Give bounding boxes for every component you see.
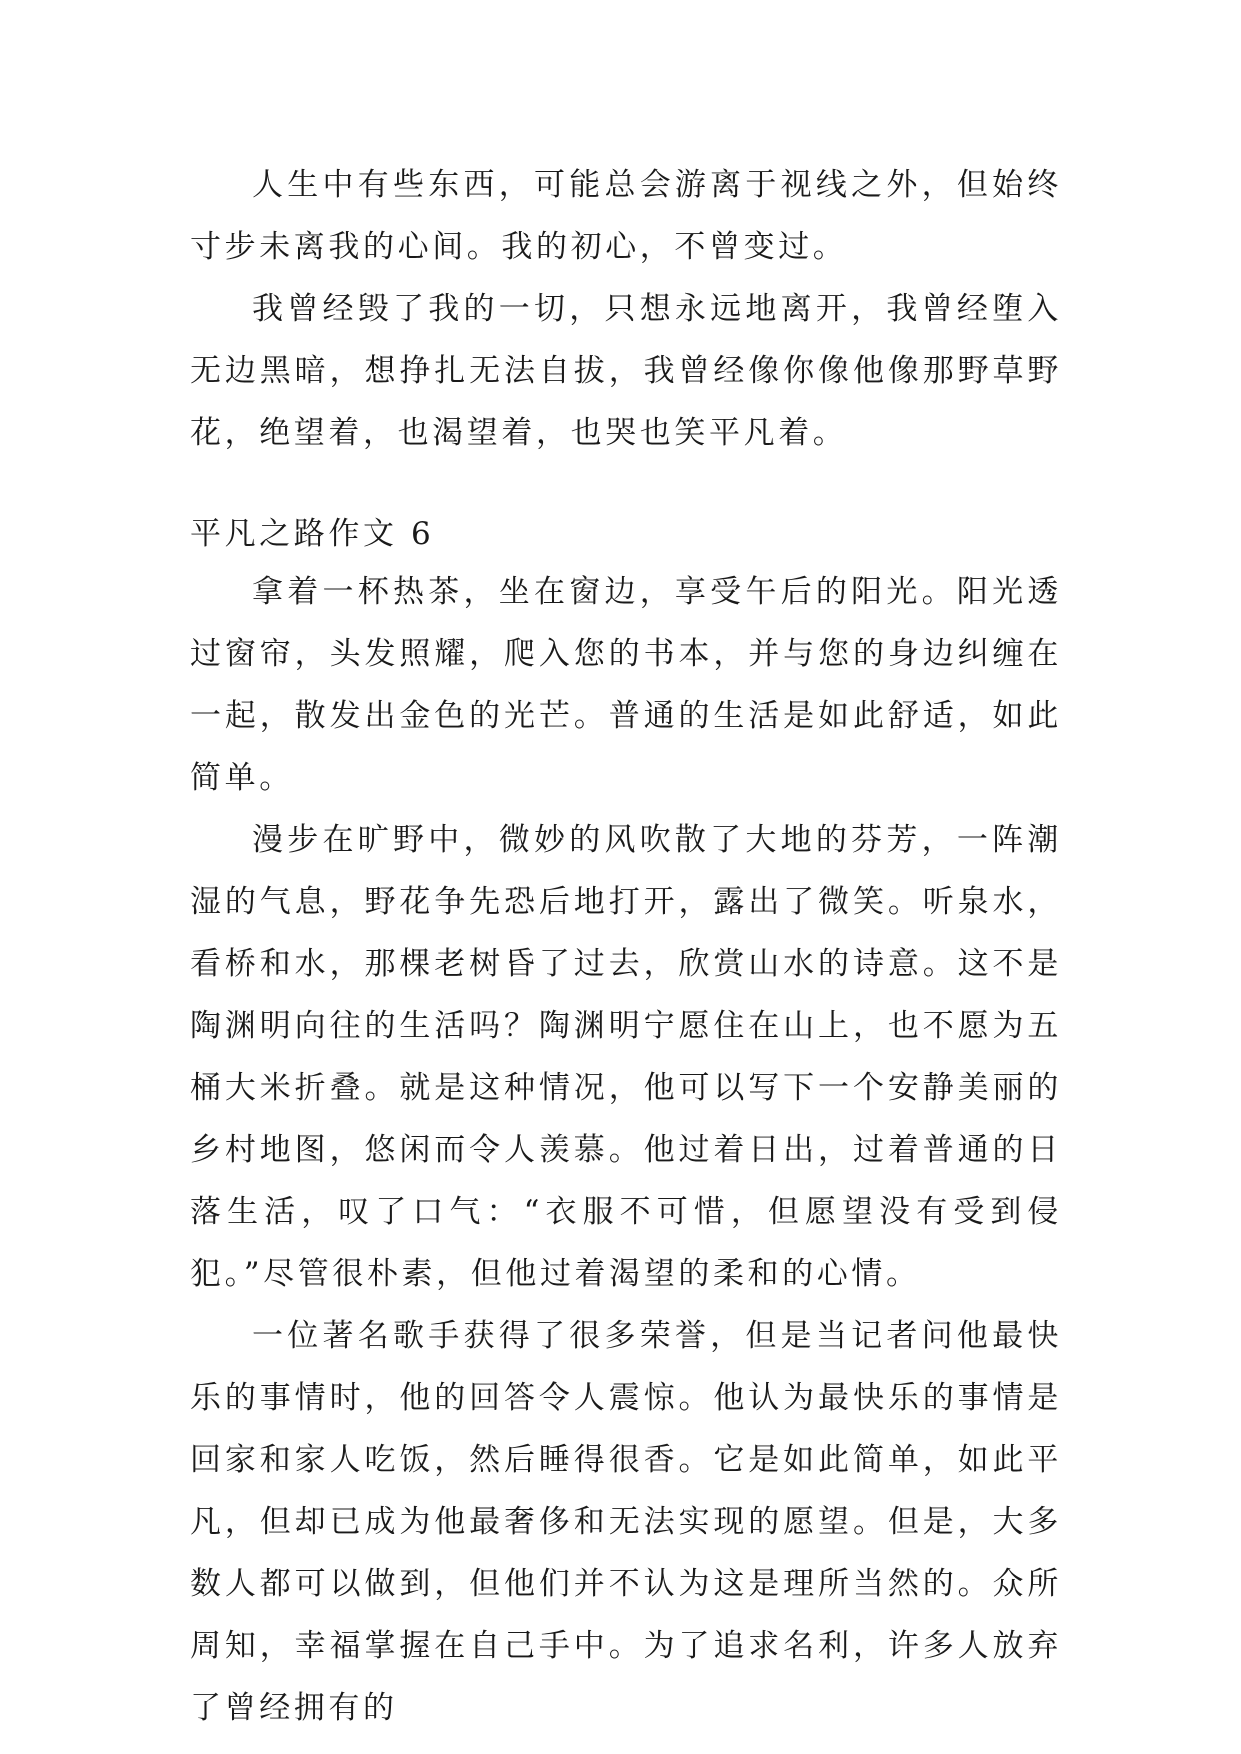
paragraph-darkness: 我曾经毁了我的一切，只想永远地离开，我曾经堕入无边黑暗，想挣扎无法自拔，我曾经像你像他像那野草野花，绝望着，也渴望着，也哭也笑平凡着。 [190,291,1062,451]
section-heading: 平凡之路作文 6 [190,516,435,552]
paragraph-wilderness: 漫步在旷野中，微妙的风吹散了大地的芬芳，一阵潮湿的气息，野花争先恐后地打开，露出了微笑。听泉水，看桥和水，那棵老树昏了过去，欣赏山水的诗意。这不是陶渊明向往的生活吗？陶渊明宁愿住在山上，也不愿为五桶大米折叠。就是这种情况，他可以写下一个安静美丽的乡村地图，悠闲而令人羡慕。他过着日出，过着普通的日落生活，叹了口气：“衣服不可惜，但愿望没有受到侵犯。”尽管很朴素，但他过着渴望的柔和的心情。 [190,822,1062,1292]
paragraph-singer: 一位著名歌手获得了很多荣誉，但是当记者问他最快乐的事情时，他的回答令人震惊。他认为最快乐的事情是回家和家人吃饭，然后睡得很香。它是如此简单，如此平凡，但却已成为他最奢侈和无法实现的愿望。但是，大多数人都可以做到，但他们并不认为这是理所当然的。众所周知，幸福掌握在自己手中。为了追求名利，许多人放弃了曾经拥有的 [190,1318,1062,1726]
section-heading-block [190,503,1062,565]
section-body-block [190,561,1062,1739]
paragraph-first-heart: 人生中有些东西，可能总会游离于视线之外，但始终寸步未离我的心间。我的初心，不曾变过。 [190,167,1062,265]
paragraph-tea-sunlight: 拿着一杯热茶，坐在窗边，享受午后的阳光。阳光透过窗帘，头发照耀，爬入您的书本，并与您的身边纠缠在一起，散发出金色的光芒。普通的生活是如此舒适，如此简单。 [190,574,1062,796]
top-text-block [190,154,1062,464]
